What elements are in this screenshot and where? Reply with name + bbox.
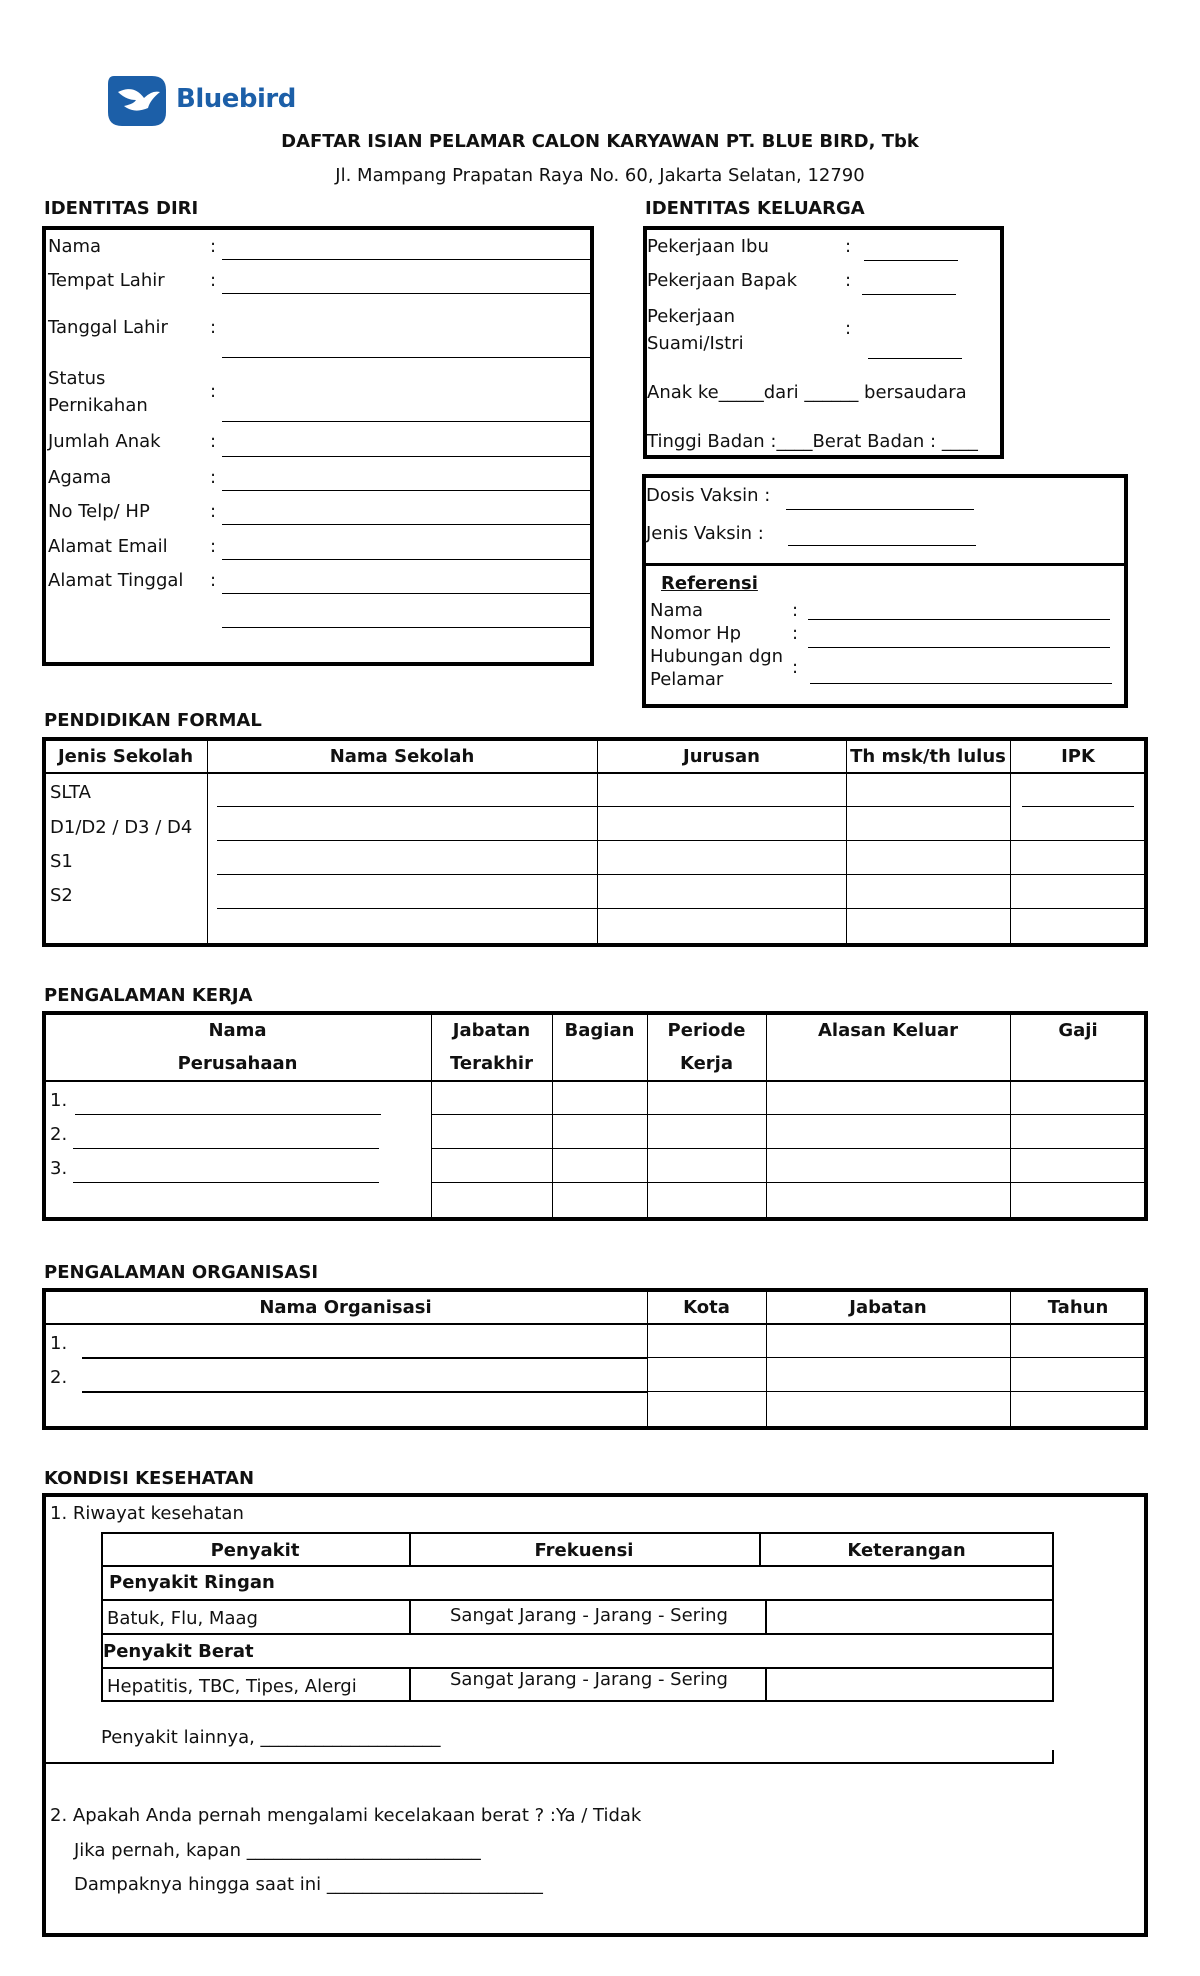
row-s1: S1 bbox=[50, 851, 73, 872]
col-jabatan: Jabatan bbox=[452, 1020, 531, 1041]
col-divider bbox=[207, 737, 208, 947]
ipk-field[interactable] bbox=[1022, 806, 1134, 807]
pend-cell-line[interactable] bbox=[597, 874, 1148, 875]
form-title: DAFTAR ISIAN PELAMAR CALON KARYAWAN PT. BLUE BIRD, Tbk bbox=[281, 131, 919, 152]
col-tahun-org: Tahun bbox=[1047, 1297, 1109, 1318]
colon: : bbox=[792, 600, 799, 621]
jenis-vaksin-field[interactable] bbox=[788, 545, 976, 546]
organisasi-heading: PENGALAMAN ORGANISASI bbox=[44, 1262, 319, 1283]
frekuensi-berat-option[interactable]: Sangat Jarang - Jarang - Sering bbox=[450, 1669, 728, 1690]
pendidikan-heading: PENDIDIKAN FORMAL bbox=[44, 710, 262, 731]
riwayat-row-line bbox=[101, 1565, 1054, 1567]
colon: : bbox=[210, 317, 217, 338]
dosis-vaksin-field[interactable] bbox=[786, 509, 974, 510]
label-agama: Agama bbox=[48, 467, 112, 488]
pend-row-line[interactable] bbox=[217, 806, 597, 807]
riwayat-col-line bbox=[765, 1599, 767, 1633]
alamat-field-1[interactable] bbox=[222, 593, 590, 594]
org-row-2: 2. bbox=[50, 1367, 68, 1388]
kecelakaan-dampak-field[interactable]: Dampaknya hingga saat ini ________________________ bbox=[74, 1874, 543, 1895]
label-pekerjaan: Pekerjaan bbox=[647, 306, 736, 327]
colon: : bbox=[210, 270, 217, 291]
keluarga-heading: IDENTITAS KELUARGA bbox=[645, 198, 865, 219]
row-slta: SLTA bbox=[50, 782, 91, 803]
colon: : bbox=[210, 501, 217, 522]
kecelakaan-question[interactable]: 2. Apakah Anda pernah mengalami kecelakaan berat ? :Ya / Tidak bbox=[50, 1805, 642, 1826]
label-ref-pelamar: Pelamar bbox=[650, 669, 724, 690]
ref-nama-field[interactable] bbox=[808, 619, 1110, 620]
col-divider bbox=[766, 1011, 767, 1221]
penyakit-berat-items: Hepatitis, TBC, Tipes, Alergi bbox=[107, 1676, 357, 1697]
row-d1-d4: D1/D2 / D3 / D4 bbox=[50, 817, 193, 838]
organisasi-field-2[interactable] bbox=[82, 1391, 647, 1393]
penyakit-lainnya-field[interactable]: Penyakit lainnya, ____________________ bbox=[101, 1727, 441, 1748]
col-divider bbox=[1010, 737, 1011, 947]
col-nama-perusahaan: Nama bbox=[208, 1020, 267, 1041]
label-nama: Nama bbox=[48, 236, 102, 257]
anak-ke-field[interactable]: Anak ke_____dari ______ bersaudara bbox=[647, 382, 967, 403]
telp-field[interactable] bbox=[222, 524, 590, 525]
label-telp: No Telp/ HP bbox=[48, 501, 150, 522]
perusahaan-field-3[interactable] bbox=[73, 1182, 379, 1183]
col-nama-organisasi: Nama Organisasi bbox=[259, 1297, 432, 1318]
label-jenis-vaksin: Jenis Vaksin : bbox=[646, 523, 764, 544]
pekerjaan-suami-field[interactable] bbox=[868, 358, 962, 359]
label-ref-nama: Nama bbox=[650, 600, 704, 621]
colon: : bbox=[210, 536, 217, 557]
tanggal-lahir-field[interactable] bbox=[222, 357, 590, 358]
perusahaan-field-2[interactable] bbox=[73, 1148, 379, 1149]
penyakit-berat-label: Penyakit Berat bbox=[103, 1641, 254, 1662]
label-tanggal-lahir: Tanggal Lahir bbox=[48, 317, 168, 338]
kesehatan-divider bbox=[44, 1762, 1054, 1764]
pekerjaan-ibu-field[interactable] bbox=[864, 260, 958, 261]
bluebird-logo bbox=[104, 70, 294, 130]
form-address: Jl. Mampang Prapatan Raya No. 60, Jakarta Selatan, 12790 bbox=[335, 165, 865, 186]
org-cell-line[interactable] bbox=[647, 1357, 1148, 1358]
bluebird-bird-icon bbox=[104, 70, 170, 130]
colon: : bbox=[210, 236, 217, 257]
col-tahun: Th msk/th lulus bbox=[850, 746, 1006, 767]
pend-row-line[interactable] bbox=[217, 840, 597, 841]
col-keterangan: Keterangan bbox=[847, 1540, 966, 1561]
riwayat-row-line bbox=[101, 1633, 1054, 1635]
penyakit-ringan-items: Batuk, Flu, Maag bbox=[107, 1608, 258, 1629]
col-jurusan: Jurusan bbox=[683, 746, 760, 767]
email-field[interactable] bbox=[222, 559, 590, 560]
col-ipk: IPK bbox=[1061, 746, 1095, 767]
kerja-cell-line[interactable] bbox=[431, 1114, 1148, 1115]
col-bagian: Bagian bbox=[564, 1020, 635, 1041]
colon: : bbox=[792, 623, 799, 644]
col-divider bbox=[431, 1011, 432, 1221]
kecelakaan-kapan-field[interactable]: Jika pernah, kapan __________________________ bbox=[74, 1840, 481, 1861]
col-jabatan-org: Jabatan bbox=[849, 1297, 927, 1318]
kerja-table bbox=[42, 1011, 1148, 1221]
riwayat-col-line bbox=[409, 1599, 411, 1633]
penyakit-ringan-label: Penyakit Ringan bbox=[109, 1572, 275, 1593]
col-nama-sekolah: Nama Sekolah bbox=[329, 746, 475, 767]
colon: : bbox=[210, 431, 217, 452]
colon: : bbox=[845, 270, 852, 291]
pend-cell-line[interactable] bbox=[597, 806, 1010, 807]
col-frekuensi: Frekuensi bbox=[534, 1540, 634, 1561]
kerja-header-line bbox=[42, 1080, 1148, 1082]
agama-field[interactable] bbox=[222, 490, 590, 491]
perusahaan-field-1[interactable] bbox=[75, 1114, 381, 1115]
ref-hp-field[interactable] bbox=[808, 647, 1110, 648]
pend-row-line[interactable] bbox=[217, 874, 597, 875]
pend-cell-line[interactable] bbox=[597, 908, 1148, 909]
kerja-heading: PENGALAMAN KERJA bbox=[44, 985, 253, 1006]
label-email: Alamat Email bbox=[48, 536, 168, 557]
row-s2: S2 bbox=[50, 885, 73, 906]
tinggi-berat-field[interactable]: Tinggi Badan :____Berat Badan : ____ bbox=[647, 431, 978, 452]
label-suami-istri: Suami/Istri bbox=[647, 333, 744, 354]
referensi-heading: Referensi bbox=[661, 573, 758, 594]
colon: : bbox=[210, 570, 217, 591]
riwayat-row-line bbox=[101, 1599, 1054, 1601]
col-divider bbox=[647, 1011, 648, 1221]
label-jumlah-anak: Jumlah Anak bbox=[48, 431, 161, 452]
label-dosis-vaksin: Dosis Vaksin : bbox=[646, 485, 771, 506]
label-pernikahan: Pernikahan bbox=[48, 395, 148, 416]
col-divider bbox=[552, 1011, 553, 1221]
col-kota: Kota bbox=[683, 1297, 730, 1318]
col-penyakit: Penyakit bbox=[210, 1540, 300, 1561]
label-pekerjaan-ibu: Pekerjaan Ibu bbox=[647, 236, 769, 257]
label-ref-hubungan: Hubungan dgn bbox=[650, 646, 784, 667]
alamat-field-2[interactable] bbox=[222, 627, 590, 628]
col-divider bbox=[846, 737, 847, 947]
vaksin-divider bbox=[642, 563, 1128, 566]
label-pekerjaan-bapak: Pekerjaan Bapak bbox=[647, 270, 797, 291]
identitas-heading: IDENTITAS DIRI bbox=[44, 198, 199, 219]
pekerjaan-bapak-field[interactable] bbox=[862, 294, 956, 295]
riwayat-label: 1. Riwayat kesehatan bbox=[50, 1503, 244, 1524]
jumlah-anak-field[interactable] bbox=[222, 456, 590, 457]
kesehatan-heading: KONDISI KESEHATAN bbox=[44, 1468, 255, 1489]
col-periode-2: Kerja bbox=[679, 1053, 734, 1074]
tempat-lahir-field[interactable] bbox=[222, 293, 590, 294]
riwayat-col-line bbox=[409, 1667, 411, 1702]
nama-field[interactable] bbox=[222, 259, 590, 260]
col-divider bbox=[1010, 1011, 1011, 1221]
pend-cell-line[interactable] bbox=[597, 840, 1148, 841]
label-alamat: Alamat Tinggal bbox=[48, 570, 184, 591]
kesehatan-divider-tick bbox=[1052, 1750, 1054, 1763]
ref-hubungan-field[interactable] bbox=[810, 683, 1112, 684]
label-status: Status bbox=[48, 368, 106, 389]
org-row-1: 1. bbox=[50, 1333, 68, 1354]
colon: : bbox=[845, 236, 852, 257]
col-alasan-keluar: Alasan Keluar bbox=[817, 1020, 959, 1041]
riwayat-col-line bbox=[765, 1667, 767, 1702]
kerja-row-3: 3. bbox=[50, 1158, 68, 1179]
frekuensi-ringan-option[interactable]: Sangat Jarang - Jarang - Sering bbox=[450, 1605, 728, 1626]
brand-name: Bluebird bbox=[176, 84, 296, 114]
col-nama-perusahaan-2: Perusahaan bbox=[177, 1053, 298, 1074]
kerja-cell-line[interactable] bbox=[431, 1148, 1148, 1149]
colon: : bbox=[792, 657, 799, 678]
col-jenis-sekolah: Jenis Sekolah bbox=[57, 746, 194, 767]
org-cell-line[interactable] bbox=[647, 1391, 1148, 1392]
label-ref-hp: Nomor Hp bbox=[650, 623, 742, 644]
colon: : bbox=[210, 467, 217, 488]
label-tempat-lahir: Tempat Lahir bbox=[48, 270, 165, 291]
org-header-line bbox=[42, 1323, 1148, 1325]
colon: : bbox=[210, 381, 217, 402]
kerja-row-2: 2. bbox=[50, 1124, 68, 1145]
colon: : bbox=[845, 318, 852, 339]
status-pernikahan-field[interactable] bbox=[222, 421, 590, 422]
kerja-row-1: 1. bbox=[50, 1090, 68, 1111]
col-periode: Periode bbox=[667, 1020, 746, 1041]
col-jabatan-2: Terakhir bbox=[450, 1053, 533, 1074]
col-divider bbox=[597, 737, 598, 947]
kerja-cell-line[interactable] bbox=[431, 1182, 1148, 1183]
col-gaji: Gaji bbox=[1058, 1020, 1098, 1041]
pend-row-line[interactable] bbox=[217, 908, 597, 909]
organisasi-field-1[interactable] bbox=[82, 1357, 647, 1359]
